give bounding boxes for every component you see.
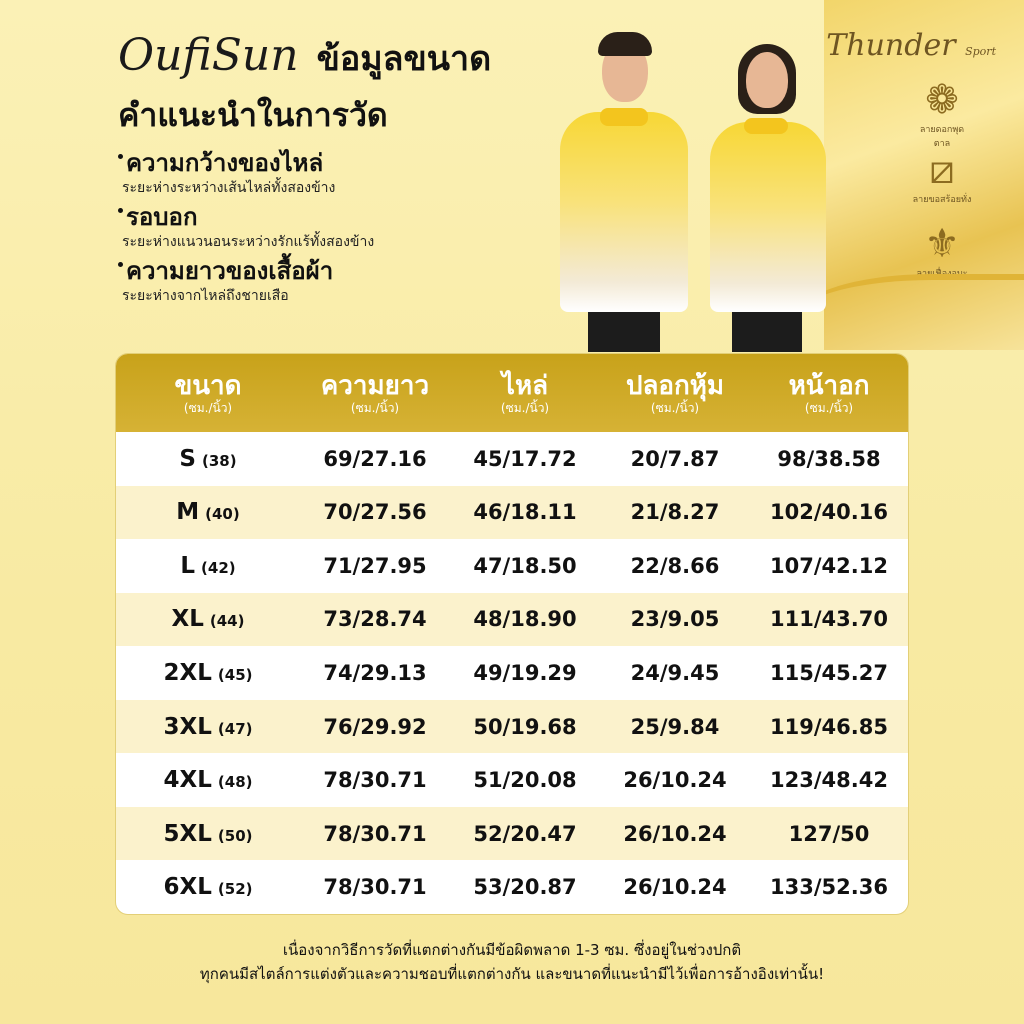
pattern-caption: ลายขอสร้อยทั่ง <box>912 195 972 205</box>
sleeve-cell: 21/8.27 <box>630 500 720 525</box>
size-cell: 2XL (45) <box>163 659 253 686</box>
column-header-size: ขนาด (ซม./นิ้ว) <box>174 371 242 415</box>
bullet-icon <box>118 154 123 159</box>
length-cell: 71/27.95 <box>323 553 427 578</box>
shoulder-cell: 46/18.11 <box>473 500 577 525</box>
table-row <box>116 860 908 914</box>
tassel-pattern-icon: ⚜ <box>924 221 960 267</box>
chest-cell: 115/45.27 <box>770 660 888 685</box>
length-cell: 74/29.13 <box>323 660 427 685</box>
column-header-chest: หน้าอก (ซม./นิ้ว) <box>788 371 870 415</box>
definition-item <box>118 256 598 306</box>
table-row <box>116 432 908 486</box>
table-header <box>116 354 908 432</box>
flower-pattern-icon: ❁ <box>925 77 959 123</box>
size-cell: 4XL (48) <box>163 767 253 794</box>
measurement-definitions <box>118 148 598 310</box>
chest-cell: 123/48.42 <box>770 768 888 793</box>
length-cell: 73/28.74 <box>323 607 427 632</box>
length-cell: 78/30.71 <box>323 821 427 846</box>
definition-desc: ระยะห่างระหว่างเส้นไหล่ทั้งสองข้าง <box>122 180 336 196</box>
shoulder-cell: 47/18.50 <box>473 553 577 578</box>
size-cell: 6XL (52) <box>163 874 253 901</box>
size-cell: S (38) <box>179 445 237 472</box>
chest-cell: 102/40.16 <box>770 500 888 525</box>
sleeve-cell: 26/10.24 <box>623 875 727 900</box>
chest-cell: 98/38.58 <box>777 446 881 471</box>
size-cell: 3XL (47) <box>163 713 253 740</box>
shoulder-cell: 50/19.68 <box>473 714 577 739</box>
chest-cell: 107/42.12 <box>770 553 888 578</box>
definition-desc: ระยะห่างจากไหล่ถึงชายเสือ <box>122 288 289 304</box>
length-cell: 78/30.71 <box>323 875 427 900</box>
size-cell: XL (44) <box>171 606 245 633</box>
bullet-icon <box>118 208 123 213</box>
shoulder-cell: 53/20.87 <box>473 875 577 900</box>
length-cell: 70/27.56 <box>323 500 427 525</box>
sleeve-cell: 24/9.45 <box>630 660 720 685</box>
sleeve-cell: 22/8.66 <box>630 553 720 578</box>
length-cell: 78/30.71 <box>323 768 427 793</box>
pattern-item <box>912 148 972 206</box>
definition-title: รอบอก <box>126 203 198 231</box>
sleeve-cell: 26/10.24 <box>623 768 727 793</box>
table-row <box>116 753 908 807</box>
size-table <box>116 354 908 914</box>
table-body <box>116 432 908 914</box>
sleeve-cell: 20/7.87 <box>630 446 720 471</box>
table-row <box>116 593 908 647</box>
definition-title: ความยาวของเสื้อผ้า <box>126 257 334 285</box>
bullet-icon <box>118 262 123 267</box>
table-row <box>116 807 908 861</box>
definition-item <box>118 202 598 252</box>
column-header-sleeve: ปลอกหุ้ม (ซม./นิ้ว) <box>625 371 725 415</box>
chest-cell: 119/46.85 <box>770 714 888 739</box>
column-header-shoulder: ไหล่ (ซม./นิ้ว) <box>500 371 550 415</box>
size-cell: 5XL (50) <box>163 820 253 847</box>
disclaimer-line: เนื่องจากวิธีการวัดที่แตกต่างกันมีข้อผิดพลาด 1-3 ซม. ซึ่งอยู่ในช่วงปกติ <box>282 941 742 959</box>
shoulder-cell: 48/18.90 <box>473 607 577 632</box>
sleeve-cell: 26/10.24 <box>623 821 727 846</box>
page-title: ข้อมูลขนาด <box>316 39 492 79</box>
models-photo <box>552 22 832 352</box>
chain-pattern-icon: ⧄ <box>929 147 955 193</box>
length-cell: 69/27.16 <box>323 446 427 471</box>
table-row <box>116 539 908 593</box>
shoulder-cell: 45/17.72 <box>473 446 577 471</box>
pattern-caption: ลายดอกพุดตาล <box>919 125 965 149</box>
disclaimer-line: ทุกคนมีสไตล์การแต่งตัวและความชอบที่แตกต่างกัน และขนาดที่แนะนำมีไว้เพื่อการอ้างอิงเท่านั้น! <box>199 965 825 983</box>
size-cell: L (42) <box>180 552 236 579</box>
pattern-item <box>912 222 972 280</box>
chest-cell: 111/43.70 <box>770 607 888 632</box>
shoulder-cell: 52/20.47 <box>473 821 577 846</box>
shoulder-cell: 49/19.29 <box>473 660 577 685</box>
female-model <box>702 22 832 352</box>
disclaimer <box>0 938 1024 986</box>
sleeve-cell: 23/9.05 <box>630 607 720 632</box>
pattern-panel <box>824 0 1024 350</box>
column-header-length: ความยาว (ซม./นิ้ว) <box>320 371 430 415</box>
male-model <box>552 22 692 352</box>
brand-logo: OufiSun <box>118 30 299 81</box>
chest-cell: 127/50 <box>788 821 870 846</box>
sponsor-logo: Thunder Sport <box>826 28 996 63</box>
size-cell: M (40) <box>176 499 240 526</box>
length-cell: 76/29.92 <box>323 714 427 739</box>
page-subtitle: คำแนะนำในการวัด <box>118 96 388 134</box>
pattern-item <box>912 78 972 150</box>
definition-title: ความกว้างของไหล่ <box>126 149 324 177</box>
chest-cell: 133/52.36 <box>770 875 888 900</box>
table-row <box>116 646 908 700</box>
table-row <box>116 700 908 754</box>
table-row <box>116 486 908 540</box>
header <box>118 30 491 85</box>
definition-item <box>118 148 598 198</box>
pattern-caption: ลายเฟื่องอุบะ <box>916 269 968 279</box>
definition-desc: ระยะห่างแนวนอนระหว่างรักแร้ทั้งสองข้าง <box>122 234 375 250</box>
shoulder-cell: 51/20.08 <box>473 768 577 793</box>
sleeve-cell: 25/9.84 <box>630 714 720 739</box>
